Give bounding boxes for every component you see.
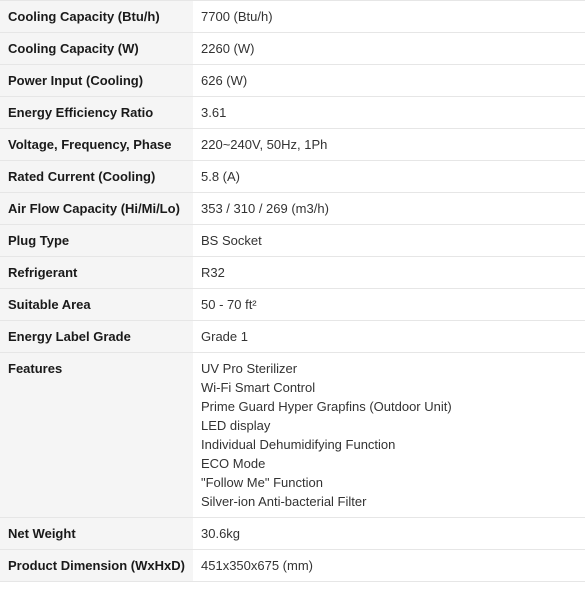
spec-value bbox=[193, 161, 585, 193]
spec-row bbox=[0, 1, 585, 33]
spec-value bbox=[193, 97, 585, 129]
spec-row bbox=[0, 518, 585, 550]
spec-value-line: Grade 1 bbox=[201, 329, 248, 344]
spec-value-line: 451x350x675 (mm) bbox=[201, 558, 313, 573]
spec-value-line: 5.8 (A) bbox=[201, 169, 241, 184]
spec-row bbox=[0, 129, 585, 161]
spec-value bbox=[193, 518, 585, 550]
spec-label: Net Weight bbox=[0, 518, 193, 550]
spec-row bbox=[0, 225, 585, 257]
spec-value-line: 220~240V, 50Hz, 1Ph bbox=[201, 137, 328, 152]
spec-label: Rated Current (Cooling) bbox=[0, 161, 193, 193]
spec-row bbox=[0, 161, 585, 193]
spec-row bbox=[0, 550, 585, 582]
spec-value-line: 626 (W) bbox=[201, 73, 248, 88]
spec-value-line: "Follow Me" Function bbox=[201, 475, 323, 490]
spec-value-line: 3.61 bbox=[201, 105, 227, 120]
spec-label: Air Flow Capacity (Hi/Mi/Lo) bbox=[0, 193, 193, 225]
spec-value-line: 30.6kg bbox=[201, 526, 241, 541]
spec-label: Refrigerant bbox=[0, 257, 193, 289]
spec-value bbox=[193, 550, 585, 582]
spec-label: Energy Label Grade bbox=[0, 321, 193, 353]
spec-row bbox=[0, 353, 585, 518]
spec-value-line: 2260 (W) bbox=[201, 41, 255, 56]
spec-value-line: 353 / 310 / 269 (m3/h) bbox=[201, 201, 329, 216]
spec-value bbox=[193, 1, 585, 33]
spec-value-line: Silver-ion Anti-bacterial Filter bbox=[201, 494, 367, 509]
spec-value-line: ECO Mode bbox=[201, 456, 266, 471]
spec-value-line: Prime Guard Hyper Grapfins (Outdoor Unit) bbox=[201, 399, 452, 414]
spec-label: Voltage, Frequency, Phase bbox=[0, 129, 193, 161]
spec-value bbox=[193, 225, 585, 257]
spec-value-line: BS Socket bbox=[201, 233, 262, 248]
spec-label: Product Dimension (WxHxD) bbox=[0, 550, 193, 582]
spec-value-line: Wi-Fi Smart Control bbox=[201, 380, 316, 395]
spec-row bbox=[0, 321, 585, 353]
spec-value-line: 7700 (Btu/h) bbox=[201, 9, 273, 24]
spec-label: Cooling Capacity (W) bbox=[0, 33, 193, 65]
spec-value bbox=[193, 289, 585, 321]
spec-row bbox=[0, 97, 585, 129]
spec-value-line: 50 - 70 ft² bbox=[201, 297, 257, 312]
spec-label: Power Input (Cooling) bbox=[0, 65, 193, 97]
spec-value bbox=[193, 321, 585, 353]
spec-value-line: Individual Dehumidifying Function bbox=[201, 437, 396, 452]
specification-table-body bbox=[0, 1, 585, 582]
spec-value-line: R32 bbox=[201, 265, 225, 280]
spec-label: Suitable Area bbox=[0, 289, 193, 321]
spec-label: Cooling Capacity (Btu/h) bbox=[0, 1, 193, 33]
spec-row bbox=[0, 65, 585, 97]
spec-label: Features bbox=[0, 353, 193, 518]
spec-row bbox=[0, 257, 585, 289]
spec-value bbox=[193, 33, 585, 65]
spec-value bbox=[193, 353, 585, 518]
spec-value-line: UV Pro Sterilizer bbox=[201, 361, 298, 376]
spec-value bbox=[193, 193, 585, 225]
spec-value-line: LED display bbox=[201, 418, 271, 433]
spec-label: Plug Type bbox=[0, 225, 193, 257]
spec-row bbox=[0, 289, 585, 321]
spec-value bbox=[193, 129, 585, 161]
spec-label: Energy Efficiency Ratio bbox=[0, 97, 193, 129]
spec-value bbox=[193, 65, 585, 97]
spec-row bbox=[0, 33, 585, 65]
spec-row bbox=[0, 193, 585, 225]
spec-value bbox=[193, 257, 585, 289]
